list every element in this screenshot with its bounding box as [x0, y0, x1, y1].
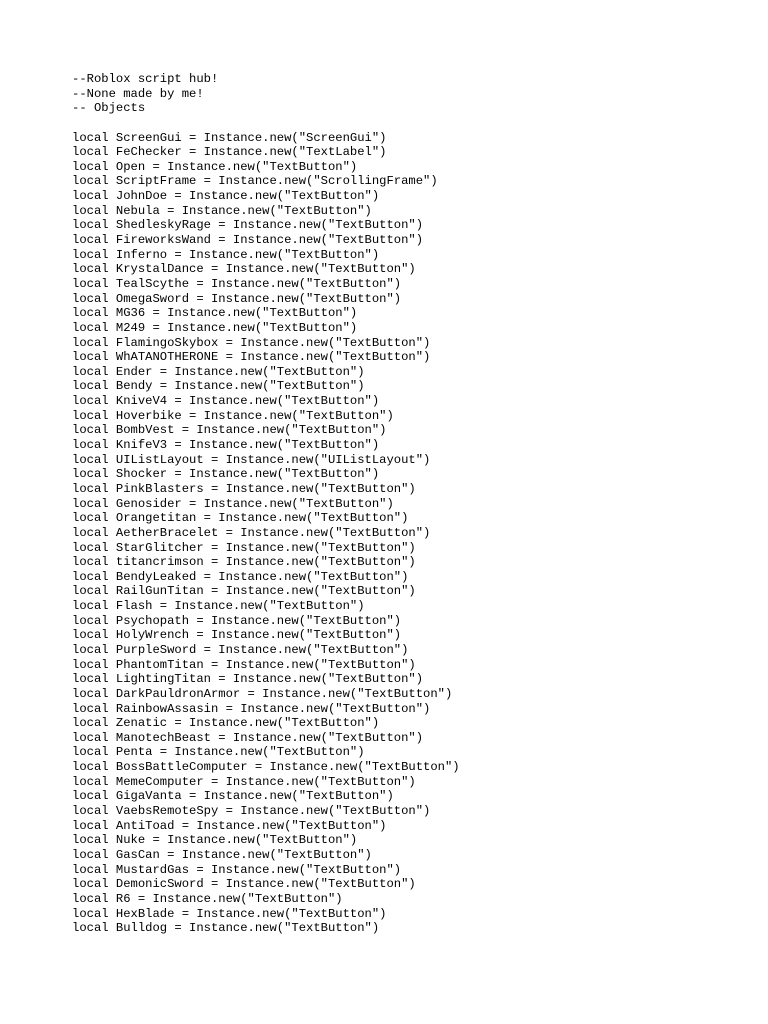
- code-line: local M249 = Instance.new("TextButton"): [72, 320, 358, 335]
- code-line: local KnifeV3 = Instance.new("TextButton"): [72, 438, 380, 453]
- code-line: local Hoverbike = Instance.new("TextButton"): [72, 408, 394, 423]
- document-page: [72, 72, 752, 936]
- code-line: local Orangetitan = Instance.new("TextButton"): [72, 511, 409, 526]
- code-line: local Ender = Instance.new("TextButton"): [72, 364, 365, 379]
- code-line: local LightingTitan = Instance.new("TextButton"): [72, 672, 424, 687]
- code-line: local FireworksWand = Instance.new("TextButton"): [72, 233, 424, 248]
- code-line: local Flash = Instance.new("TextButton"): [72, 599, 365, 614]
- code-line: local GigaVanta = Instance.new("TextButton"): [72, 789, 394, 804]
- code-line: local OmegaSword = Instance.new("TextButton"): [72, 291, 402, 306]
- code-line: local KniveV4 = Instance.new("TextButton"): [72, 394, 380, 409]
- code-line: local BombVest = Instance.new("TextButton"): [72, 423, 387, 438]
- code-line: local Open = Instance.new("TextButton"): [72, 159, 358, 174]
- code-line: local UIListLayout = Instance.new("UIListLayout"): [72, 452, 431, 467]
- code-line: local HolyWrench = Instance.new("TextButton"): [72, 628, 402, 643]
- code-line: local AetherBracelet = Instance.new("TextButton"): [72, 525, 431, 540]
- code-line: local FlamingoSkybox = Instance.new("TextButton"): [72, 335, 431, 350]
- code-line: --None made by me!: [72, 86, 204, 101]
- code-line: local VaebsRemoteSpy = Instance.new("TextButton"): [72, 804, 431, 819]
- code-line: local BendyLeaked = Instance.new("TextButton"): [72, 569, 409, 584]
- code-line: local Genosider = Instance.new("TextButton"): [72, 496, 394, 511]
- code-line: local RailGunTitan = Instance.new("TextButton"): [72, 584, 416, 599]
- code-line: local ScreenGui = Instance.new("ScreenGui"): [72, 130, 387, 145]
- code-line: local TealScythe = Instance.new("TextButton"): [72, 276, 402, 291]
- code-line: local DemonicSword = Instance.new("TextButton"): [72, 877, 416, 892]
- code-line: local Bulldog = Instance.new("TextButton"): [72, 921, 380, 936]
- code-line: local DarkPauldronArmor = Instance.new("TextButton"): [72, 686, 453, 701]
- code-line: local KrystalDance = Instance.new("TextButton"): [72, 262, 416, 277]
- code-line: local MemeComputer = Instance.new("TextButton"): [72, 774, 416, 789]
- code-line: local ManotechBeast = Instance.new("TextButton"): [72, 730, 424, 745]
- code-line: local R6 = Instance.new("TextButton"): [72, 891, 343, 906]
- code-line: local StarGlitcher = Instance.new("TextButton"): [72, 540, 416, 555]
- code-line: [72, 116, 752, 131]
- code-line: local Bendy = Instance.new("TextButton"): [72, 379, 365, 394]
- code-line: local ScriptFrame = Instance.new("ScrollingFrame"): [72, 174, 438, 189]
- code-line: local AntiToad = Instance.new("TextButton"): [72, 818, 387, 833]
- code-line: local titancrimson = Instance.new("TextButton"): [72, 555, 416, 570]
- code-line: local PhantomTitan = Instance.new("TextButton"): [72, 657, 416, 672]
- code-line: local JohnDoe = Instance.new("TextButton"): [72, 189, 380, 204]
- code-line: local GasCan = Instance.new("TextButton"): [72, 847, 372, 862]
- code-line: local FeChecker = Instance.new("TextLabel"): [72, 145, 387, 160]
- code-line: local PinkBlasters = Instance.new("TextButton"): [72, 481, 416, 496]
- code-line: local HexBlade = Instance.new("TextButton"): [72, 906, 387, 921]
- code-line: local Shocker = Instance.new("TextButton"): [72, 467, 380, 482]
- code-line: local PurpleSword = Instance.new("TextButton"): [72, 642, 409, 657]
- code-line: local Inferno = Instance.new("TextButton"): [72, 247, 380, 262]
- code-line: local RainbowAssasin = Instance.new("TextButton"): [72, 701, 431, 716]
- code-line: local Penta = Instance.new("TextButton"): [72, 745, 365, 760]
- code-line: local BossBattleComputer = Instance.new("TextButton"): [72, 760, 460, 775]
- code-line: local Nebula = Instance.new("TextButton"): [72, 203, 372, 218]
- code-line: --Roblox script hub!: [72, 72, 219, 86]
- code-line: local MustardGas = Instance.new("TextButton"): [72, 862, 402, 877]
- code-line: local Zenatic = Instance.new("TextButton"): [72, 716, 380, 731]
- code-line: local ShedleskyRage = Instance.new("TextButton"): [72, 218, 424, 233]
- code-line: local Psychopath = Instance.new("TextButton"): [72, 613, 402, 628]
- code-line: local WhATANOTHERONE = Instance.new("TextButton"): [72, 350, 431, 365]
- code-line: local MG36 = Instance.new("TextButton"): [72, 306, 358, 321]
- code-line: -- Objects: [72, 101, 146, 116]
- code-line: local Nuke = Instance.new("TextButton"): [72, 833, 358, 848]
- code-block: [72, 72, 752, 936]
